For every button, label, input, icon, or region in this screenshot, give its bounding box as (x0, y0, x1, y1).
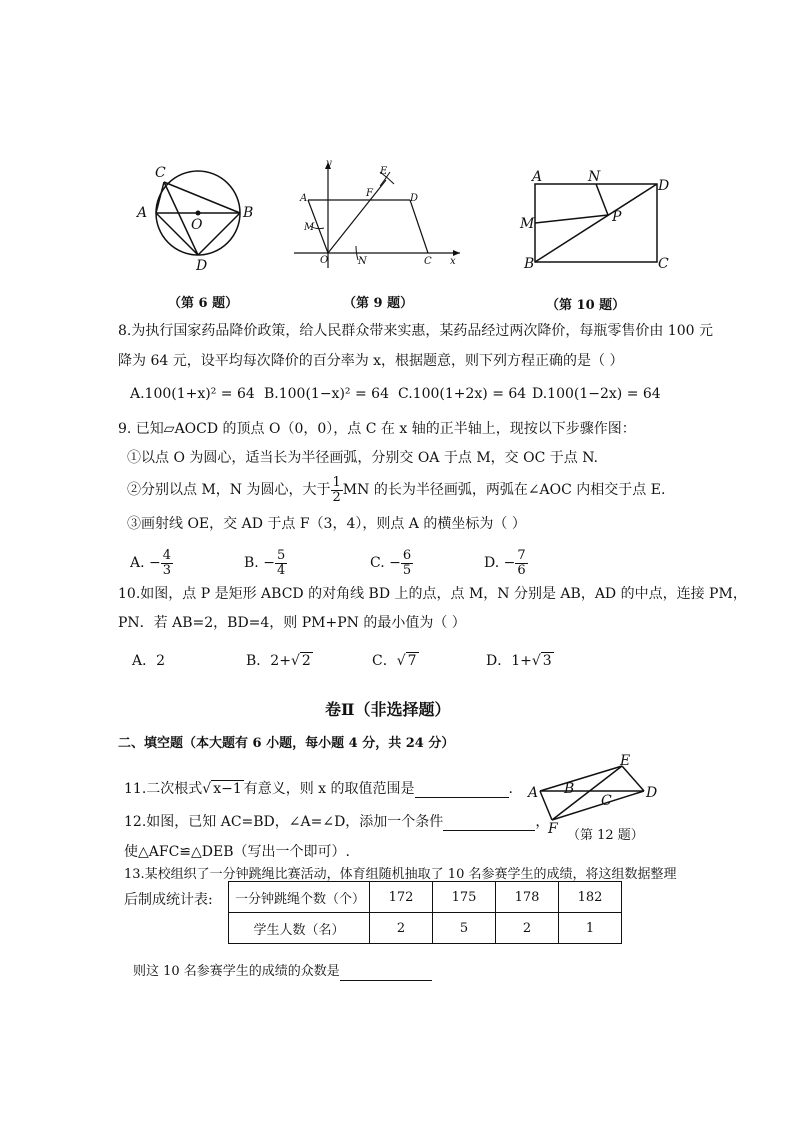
fig6-label-o: O (191, 217, 203, 233)
fig12-label-a: A (528, 785, 539, 801)
q9-opt-a-frac (161, 549, 173, 578)
q12-line2: 使△AFC≌△DEB（写出一个即可）. (124, 844, 350, 860)
q9-opt-d-sign: − (503, 555, 516, 571)
q9-opt-a-label: A. (130, 555, 145, 571)
fig9-label-o: O (320, 255, 329, 266)
q9-frac-den: 2 (332, 489, 341, 505)
q10-opt-c-label: C． (372, 653, 397, 669)
q10-option-d: D．1+√ 3 (486, 653, 552, 669)
q11-radicand: x−1 (213, 781, 242, 797)
fig12-label-c: C (601, 793, 612, 809)
q13-line3 (133, 963, 432, 981)
q13-line3-text: 则这 10 名参赛学生的成绩的众数是 (133, 964, 340, 979)
q8-line1: 8.为执行国家药品降价政策，给人民群众带来实惠，某药品经过两次降价，每瓶零售价由 100 元 (118, 323, 713, 339)
q9-opt-c-label: C. (370, 555, 385, 571)
q10-opt-b-rad: 2 (301, 653, 311, 669)
q9-step2-fraction (331, 476, 343, 505)
q10-opt-d-rad: 3 (542, 653, 552, 669)
q9-opt-a-sign: − (149, 555, 161, 571)
table-header-cell: 一分钟跳绳个数（个） (229, 882, 370, 913)
q9-step2 (127, 474, 665, 506)
q10-opt-a-pre: 2 (156, 653, 166, 669)
q9-opt-c-frac (401, 549, 413, 578)
q10-opt-b-pre: 2+ (270, 653, 291, 669)
table-cell: 182 (559, 882, 622, 913)
q9-opt-b-label: B. (244, 555, 259, 571)
table-cell: 2 (370, 913, 433, 944)
q9-line1: 9. 已知▱AOCD 的顶点 O（0，0），点 C 在 x 轴的正半轴上，现按以下步骤作图： (118, 421, 636, 437)
q9-opt-a-den: 3 (162, 562, 172, 578)
table-cell: 172 (370, 882, 433, 913)
q9-option-c (370, 546, 413, 580)
q9-opt-d-label: D. (484, 555, 500, 571)
q10-option-b: B．2+√ 2 (246, 653, 311, 669)
table-cell: 5 (433, 913, 496, 944)
q10-line2: PN．若 AB=2，BD=4，则 PM+PN 的最小值为（ ） (118, 615, 466, 631)
fig9-caption: （第 9 题） (343, 296, 414, 311)
q9-opt-b-frac (275, 549, 287, 578)
fig10-label-n: N (588, 169, 601, 185)
fig10-label-p: P (612, 209, 622, 225)
section-title: 卷Ⅱ（非选择题） (325, 700, 451, 719)
q11-pre: 11.二次根式 (124, 781, 203, 797)
fig10-caption: （第 10 题） (546, 298, 626, 313)
q8-option-d: D.100(1−2x) = 64 (532, 386, 661, 402)
q12-line1 (124, 813, 549, 831)
table-row (229, 882, 622, 913)
q10-option-c: C．√ 7 (372, 653, 417, 669)
fig6-label-a: A (137, 205, 148, 221)
q10-opt-b-label: B． (246, 653, 271, 669)
q9-option-d (484, 546, 528, 580)
q9-opt-b-sign: − (263, 555, 275, 571)
q9-opt-b-num: 5 (276, 547, 286, 563)
q13-stat-table (228, 881, 622, 944)
q9-step3: ③画射线 OE，交 AD 于点 F（3，4），则点 A 的横坐标为（ ） (127, 516, 526, 532)
fig9-label-x: x (450, 256, 456, 267)
q9-step2-a: ②分别以点 M，N 为圆心，大于 (127, 482, 331, 498)
fig6-label-b: B (243, 205, 254, 221)
q9-opt-d-den: 6 (517, 562, 526, 578)
q9-opt-d-num: 7 (517, 547, 526, 563)
fig12-label-f: F (548, 821, 558, 837)
q12-line1-end: ， (535, 814, 550, 830)
fig10-label-c: C (658, 256, 669, 272)
table-cell: 175 (433, 882, 496, 913)
fig10-label-b: B (524, 256, 535, 272)
q11-answer-blank[interactable] (415, 783, 509, 798)
table-header-cell: 学生人数（名） (229, 913, 370, 944)
q10-line1: 10.如图，点 P 是矩形 ABCD 的对角线 BD 上的点，点 M，N 分别是 AB，AD 的中点，连接 PM， (118, 586, 747, 602)
q10-opt-d-label: D． (486, 653, 512, 669)
q13-answer-blank[interactable] (340, 966, 432, 981)
q11: 11.二次根式√ x−1 有意义，则 x 的取值范围是 . (124, 781, 513, 797)
q9-option-a (130, 546, 173, 580)
q10-opt-a-label: A． (132, 653, 157, 669)
q9-frac-num: 1 (332, 474, 341, 490)
q10-opt-c-rad: 7 (407, 653, 417, 669)
q8-line2: 降为 64 元，设平均每次降价的百分率为 x，根据题意，则下列方程正确的是（ ） (118, 353, 624, 369)
fig9-label-f: F (366, 188, 373, 199)
q11-post: 有意义，则 x 的取值范围是 (243, 781, 415, 797)
q9-opt-b-den: 4 (276, 562, 286, 578)
table-cell: 1 (559, 913, 622, 944)
fig9-label-c: C (424, 256, 432, 267)
fig9-label-d: D (410, 193, 419, 204)
q9-step1: ①以点 O 为圆心，适当长为半径画弧，分别交 OA 于点 M，交 OC 于点 N. (127, 450, 598, 466)
fig9-label-y: y (326, 158, 332, 169)
fig12-label-b: B (564, 781, 575, 797)
fig10-label-d: D (658, 178, 670, 194)
q10-option-a (132, 652, 165, 670)
fig10-label-a: A (532, 169, 543, 185)
fig10-label-m: M (520, 216, 535, 232)
q9-opt-c-den: 5 (402, 562, 412, 578)
q13-line2: 后制成统计表: (124, 892, 213, 908)
fig9-label-m: M (304, 222, 315, 233)
table-cell: 178 (496, 882, 559, 913)
fig12-label-d: D (646, 785, 658, 801)
q9-opt-c-sign: − (389, 555, 401, 571)
q8-option-b: B.100(1−x)² = 64 (264, 386, 389, 402)
fig6-label-c: C (155, 165, 166, 181)
fig9-label-e: E (380, 166, 388, 177)
fig6-label-d: D (196, 258, 208, 274)
q11-end: . (508, 781, 513, 797)
q9-opt-c-num: 6 (402, 547, 412, 563)
q12-answer-blank[interactable] (443, 816, 535, 831)
table-cell: 2 (496, 913, 559, 944)
q9-step2-b: MN 的长为半径画弧，两弧在∠AOC 内相交于点 E. (342, 482, 666, 498)
fig12-caption: （第 12 题） (567, 828, 644, 843)
q9-option-b (244, 546, 287, 580)
q10-opt-d-pre: 1+ (511, 653, 532, 669)
q8-option-a: A.100(1+x)² = 64 (130, 386, 255, 402)
fig6-caption: （第 6 题） (168, 296, 239, 311)
fig9-label-a: A (300, 193, 308, 204)
table-row (229, 913, 622, 944)
q13-line1: 13.某校组织了一分钟跳绳比赛活动，体育组随机抽取了 10 名参赛学生的成绩，将这组数据整理 (124, 867, 677, 882)
fig9-label-n: N (358, 256, 367, 267)
q8-option-c: C.100(1+2x) = 64 (398, 386, 527, 402)
section-subtitle: 二、填空题（本大题有 6 小题，每小题 4 分，共 24 分） (118, 736, 455, 751)
q9-opt-d-frac (515, 549, 527, 578)
fig12-label-e: E (620, 753, 631, 769)
q9-opt-a-num: 4 (162, 547, 172, 563)
q12-line1-pre: 12.如图，已知 AC=BD，∠A=∠D，添加一个条件 (124, 814, 444, 830)
